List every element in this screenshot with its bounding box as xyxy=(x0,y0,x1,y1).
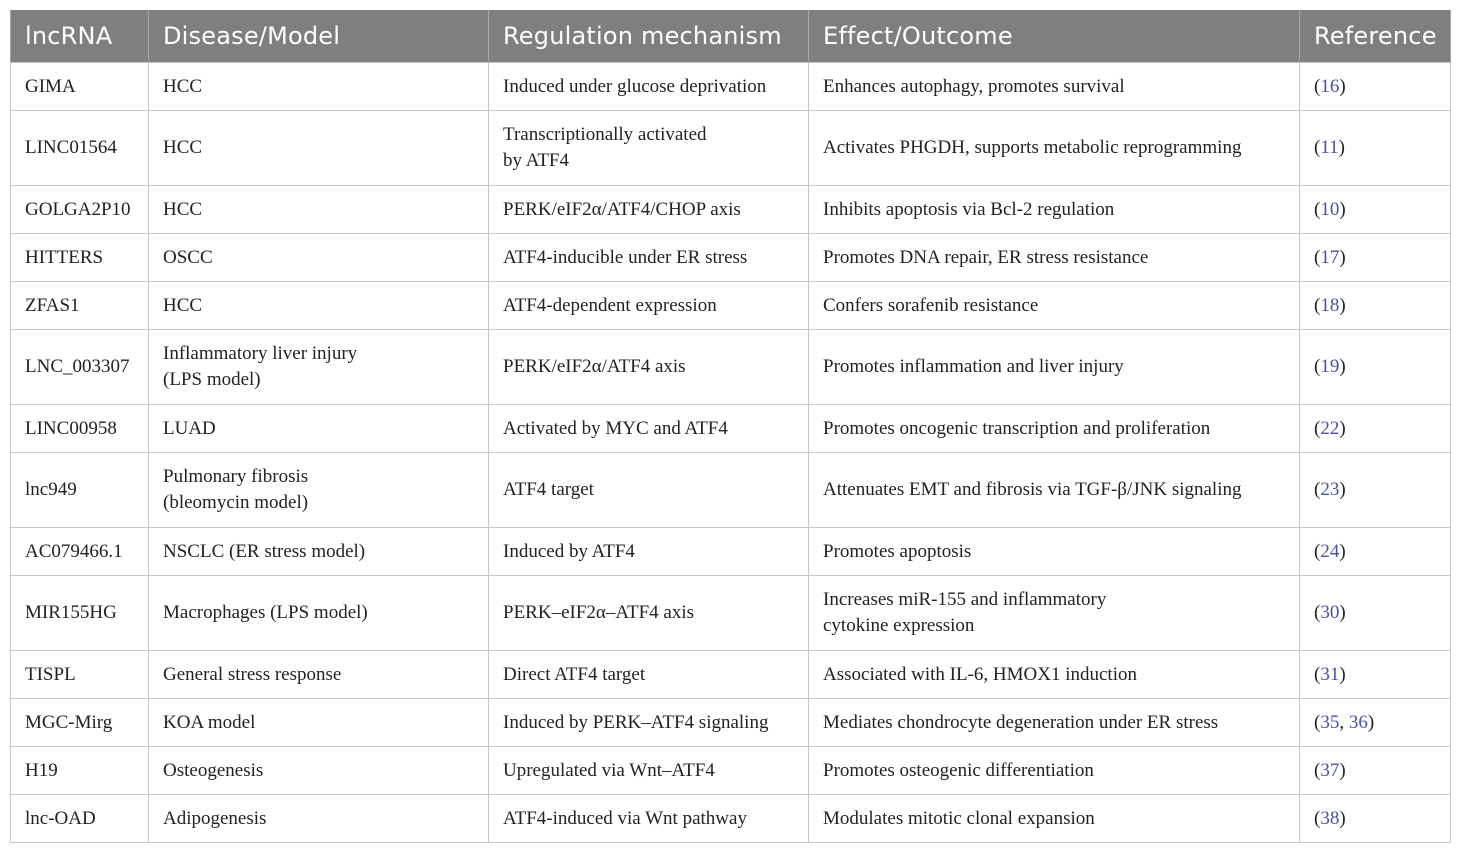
cell-effect-outcome xyxy=(809,699,1300,747)
reference-link[interactable]: 16 xyxy=(1320,75,1340,97)
cell-effect-outcome-line: Inhibits apoptosis via Bcl-2 regulation xyxy=(823,198,1115,220)
cell-lncrna: MIR155HG xyxy=(11,576,149,651)
cell-regulation-mechanism xyxy=(489,111,809,186)
cell-disease-model-line: OSCC xyxy=(163,246,213,268)
reference-link[interactable]: 30 xyxy=(1320,602,1340,623)
table-row xyxy=(11,699,1451,747)
cell-regulation-mechanism-line: by ATF4 xyxy=(503,150,569,171)
cell-effect-outcome-line: Activates PHGDH, supports metabolic reprogramming xyxy=(823,137,1242,158)
reference-link[interactable]: 31 xyxy=(1320,663,1340,685)
cell-lncrna: lnc949 xyxy=(11,453,149,528)
cell-reference: (23) xyxy=(1300,453,1451,528)
cell-disease-model xyxy=(149,576,489,651)
table-row xyxy=(11,234,1451,282)
reference-link[interactable]: 22 xyxy=(1320,417,1340,439)
cell-regulation-mechanism-line: ATF4-dependent expression xyxy=(503,294,717,316)
header-row xyxy=(11,10,1451,63)
cell-reference: (17) xyxy=(1300,234,1451,282)
cell-disease-model xyxy=(149,282,489,330)
header-disease-model: Disease/Model xyxy=(149,10,489,63)
cell-regulation-mechanism xyxy=(489,186,809,234)
cell-effect-outcome-line: Promotes osteogenic differentiation xyxy=(823,759,1094,781)
cell-effect-outcome xyxy=(809,234,1300,282)
table-row xyxy=(11,282,1451,330)
cell-disease-model xyxy=(149,651,489,699)
reference-link[interactable]: 10 xyxy=(1320,198,1340,220)
cell-disease-model xyxy=(149,747,489,795)
cell-regulation-mechanism-line: PERK/eIF2α/ATF4/CHOP axis xyxy=(503,198,741,220)
table-row xyxy=(11,747,1451,795)
cell-regulation-mechanism xyxy=(489,699,809,747)
cell-reference: (16) xyxy=(1300,63,1451,111)
cell-lncrna: LNC_003307 xyxy=(11,330,149,405)
table-row xyxy=(11,795,1451,843)
table-row xyxy=(11,111,1451,186)
cell-effect-outcome xyxy=(809,453,1300,528)
cell-disease-model xyxy=(149,186,489,234)
cell-disease-model-line: LUAD xyxy=(163,417,216,439)
table-row xyxy=(11,63,1451,111)
cell-regulation-mechanism xyxy=(489,405,809,453)
cell-disease-model-line: HCC xyxy=(163,294,203,316)
cell-disease-model-line: Macrophages (LPS model) xyxy=(163,602,368,623)
cell-lncrna: H19 xyxy=(11,747,149,795)
cell-reference: (22) xyxy=(1300,405,1451,453)
cell-disease-model xyxy=(149,330,489,405)
cell-regulation-mechanism-line: Induced under glucose deprivation xyxy=(503,75,767,97)
table-body xyxy=(11,63,1451,843)
cell-disease-model xyxy=(149,528,489,576)
cell-regulation-mechanism xyxy=(489,330,809,405)
cell-regulation-mechanism xyxy=(489,651,809,699)
cell-disease-model-line: (bleomycin model) xyxy=(163,492,309,513)
cell-effect-outcome-line: Attenuates EMT and fibrosis via TGF-β/JNK signaling xyxy=(823,479,1242,500)
cell-disease-model xyxy=(149,63,489,111)
header-regulation-mechanism: Regulation mechanism xyxy=(489,10,809,63)
cell-disease-model xyxy=(149,234,489,282)
cell-reference: (11) xyxy=(1300,111,1451,186)
cell-reference: (37) xyxy=(1300,747,1451,795)
cell-regulation-mechanism xyxy=(489,747,809,795)
cell-effect-outcome-line: Associated with IL-6, HMOX1 induction xyxy=(823,663,1137,685)
cell-effect-outcome xyxy=(809,111,1300,186)
cell-effect-outcome xyxy=(809,63,1300,111)
cell-regulation-mechanism xyxy=(489,63,809,111)
cell-effect-outcome-line: Promotes inflammation and liver injury xyxy=(823,356,1124,377)
reference-link[interactable]: 36 xyxy=(1348,711,1368,733)
cell-effect-outcome xyxy=(809,330,1300,405)
cell-reference: (19) xyxy=(1300,330,1451,405)
cell-regulation-mechanism-line: PERK–eIF2α–ATF4 axis xyxy=(503,602,694,623)
cell-effect-outcome-line: Modulates mitotic clonal expansion xyxy=(823,807,1095,829)
table-row xyxy=(11,576,1451,651)
cell-regulation-mechanism xyxy=(489,795,809,843)
cell-disease-model-line: (LPS model) xyxy=(163,369,261,390)
reference-link[interactable]: 37 xyxy=(1320,759,1340,781)
header-lncrna: lncRNA xyxy=(11,10,149,63)
cell-regulation-mechanism-line: ATF4-induced via Wnt pathway xyxy=(503,807,747,829)
cell-disease-model-line: KOA model xyxy=(163,711,256,733)
cell-regulation-mechanism-line: ATF4 target xyxy=(503,479,594,500)
cell-reference: (30) xyxy=(1300,576,1451,651)
cell-regulation-mechanism xyxy=(489,282,809,330)
cell-regulation-mechanism xyxy=(489,453,809,528)
cell-lncrna: MGC-Mirg xyxy=(11,699,149,747)
cell-effect-outcome-line: Enhances autophagy, promotes survival xyxy=(823,75,1125,97)
cell-disease-model xyxy=(149,453,489,528)
cell-disease-model xyxy=(149,795,489,843)
cell-lncrna: GOLGA2P10 xyxy=(11,186,149,234)
cell-regulation-mechanism-line: Activated by MYC and ATF4 xyxy=(503,417,728,439)
cell-lncrna: LINC01564 xyxy=(11,111,149,186)
cell-effect-outcome xyxy=(809,747,1300,795)
table-row xyxy=(11,405,1451,453)
cell-disease-model-line: HCC xyxy=(163,137,203,158)
cell-regulation-mechanism xyxy=(489,528,809,576)
header-reference: Reference xyxy=(1300,10,1451,63)
table-row xyxy=(11,528,1451,576)
cell-effect-outcome xyxy=(809,528,1300,576)
cell-effect-outcome-line: cytokine expression xyxy=(823,615,975,636)
cell-reference: (31) xyxy=(1300,651,1451,699)
cell-disease-model-line: Pulmonary fibrosis xyxy=(163,466,309,487)
cell-disease-model xyxy=(149,699,489,747)
cell-disease-model-line: Adipogenesis xyxy=(163,807,267,829)
cell-regulation-mechanism-line: Induced by ATF4 xyxy=(503,540,635,562)
cell-lncrna: LINC00958 xyxy=(11,405,149,453)
cell-disease-model xyxy=(149,111,489,186)
cell-reference: (35, 36) xyxy=(1300,699,1451,747)
cell-lncrna: TISPL xyxy=(11,651,149,699)
cell-effect-outcome xyxy=(809,651,1300,699)
cell-regulation-mechanism-line: Transcriptionally activated xyxy=(503,124,707,145)
reference-link[interactable]: 17 xyxy=(1320,246,1340,268)
cell-regulation-mechanism-line: ATF4-inducible under ER stress xyxy=(503,246,748,268)
cell-effect-outcome xyxy=(809,405,1300,453)
table-row xyxy=(11,186,1451,234)
cell-effect-outcome xyxy=(809,186,1300,234)
cell-effect-outcome xyxy=(809,795,1300,843)
cell-disease-model-line: HCC xyxy=(163,198,203,220)
cell-disease-model-line: Osteogenesis xyxy=(163,759,264,781)
cell-effect-outcome xyxy=(809,576,1300,651)
cell-regulation-mechanism-line: Upregulated via Wnt–ATF4 xyxy=(503,759,715,781)
reference-link[interactable]: 23 xyxy=(1320,479,1340,500)
table-row xyxy=(11,330,1451,405)
cell-reference: (24) xyxy=(1300,528,1451,576)
cell-reference: (10) xyxy=(1300,186,1451,234)
cell-regulation-mechanism xyxy=(489,576,809,651)
cell-regulation-mechanism xyxy=(489,234,809,282)
cell-lncrna: HITTERS xyxy=(11,234,149,282)
cell-regulation-mechanism-line: PERK/eIF2α/ATF4 axis xyxy=(503,356,686,377)
cell-effect-outcome-line: Promotes apoptosis xyxy=(823,540,972,562)
cell-effect-outcome-line: Promotes DNA repair, ER stress resistance xyxy=(823,246,1149,268)
reference-link[interactable]: 19 xyxy=(1320,356,1340,377)
reference-link[interactable]: 35 xyxy=(1320,711,1340,733)
table-header xyxy=(11,10,1451,63)
cell-effect-outcome-line: Increases miR-155 and inflammatory xyxy=(823,589,1107,610)
table-row xyxy=(11,651,1451,699)
reference-link[interactable]: 18 xyxy=(1320,294,1340,316)
cell-regulation-mechanism-line: Induced by PERK–ATF4 signaling xyxy=(503,711,769,733)
cell-disease-model-line: NSCLC (ER stress model) xyxy=(163,540,366,562)
cell-effect-outcome-line: Promotes oncogenic transcription and proliferation xyxy=(823,417,1211,439)
cell-lncrna: ZFAS1 xyxy=(11,282,149,330)
cell-lncrna: AC079466.1 xyxy=(11,528,149,576)
table-row xyxy=(11,453,1451,528)
cell-lncrna: lnc-OAD xyxy=(11,795,149,843)
cell-effect-outcome-line: Mediates chondrocyte degeneration under ER stress xyxy=(823,711,1219,733)
cell-disease-model-line: HCC xyxy=(163,75,203,97)
cell-disease-model xyxy=(149,405,489,453)
cell-disease-model-line: General stress response xyxy=(163,663,342,685)
lncrna-table xyxy=(10,10,1451,843)
cell-regulation-mechanism-line: Direct ATF4 target xyxy=(503,663,646,685)
header-effect-outcome: Effect/Outcome xyxy=(809,10,1300,63)
reference-link[interactable]: 11 xyxy=(1320,137,1339,158)
reference-link[interactable]: 24 xyxy=(1320,540,1340,562)
table-container xyxy=(10,10,1450,843)
cell-disease-model-line: Inflammatory liver injury xyxy=(163,343,358,364)
cell-reference: (18) xyxy=(1300,282,1451,330)
cell-reference: (38) xyxy=(1300,795,1451,843)
cell-lncrna: GIMA xyxy=(11,63,149,111)
cell-effect-outcome xyxy=(809,282,1300,330)
reference-link[interactable]: 38 xyxy=(1320,807,1340,829)
cell-effect-outcome-line: Confers sorafenib resistance xyxy=(823,294,1039,316)
